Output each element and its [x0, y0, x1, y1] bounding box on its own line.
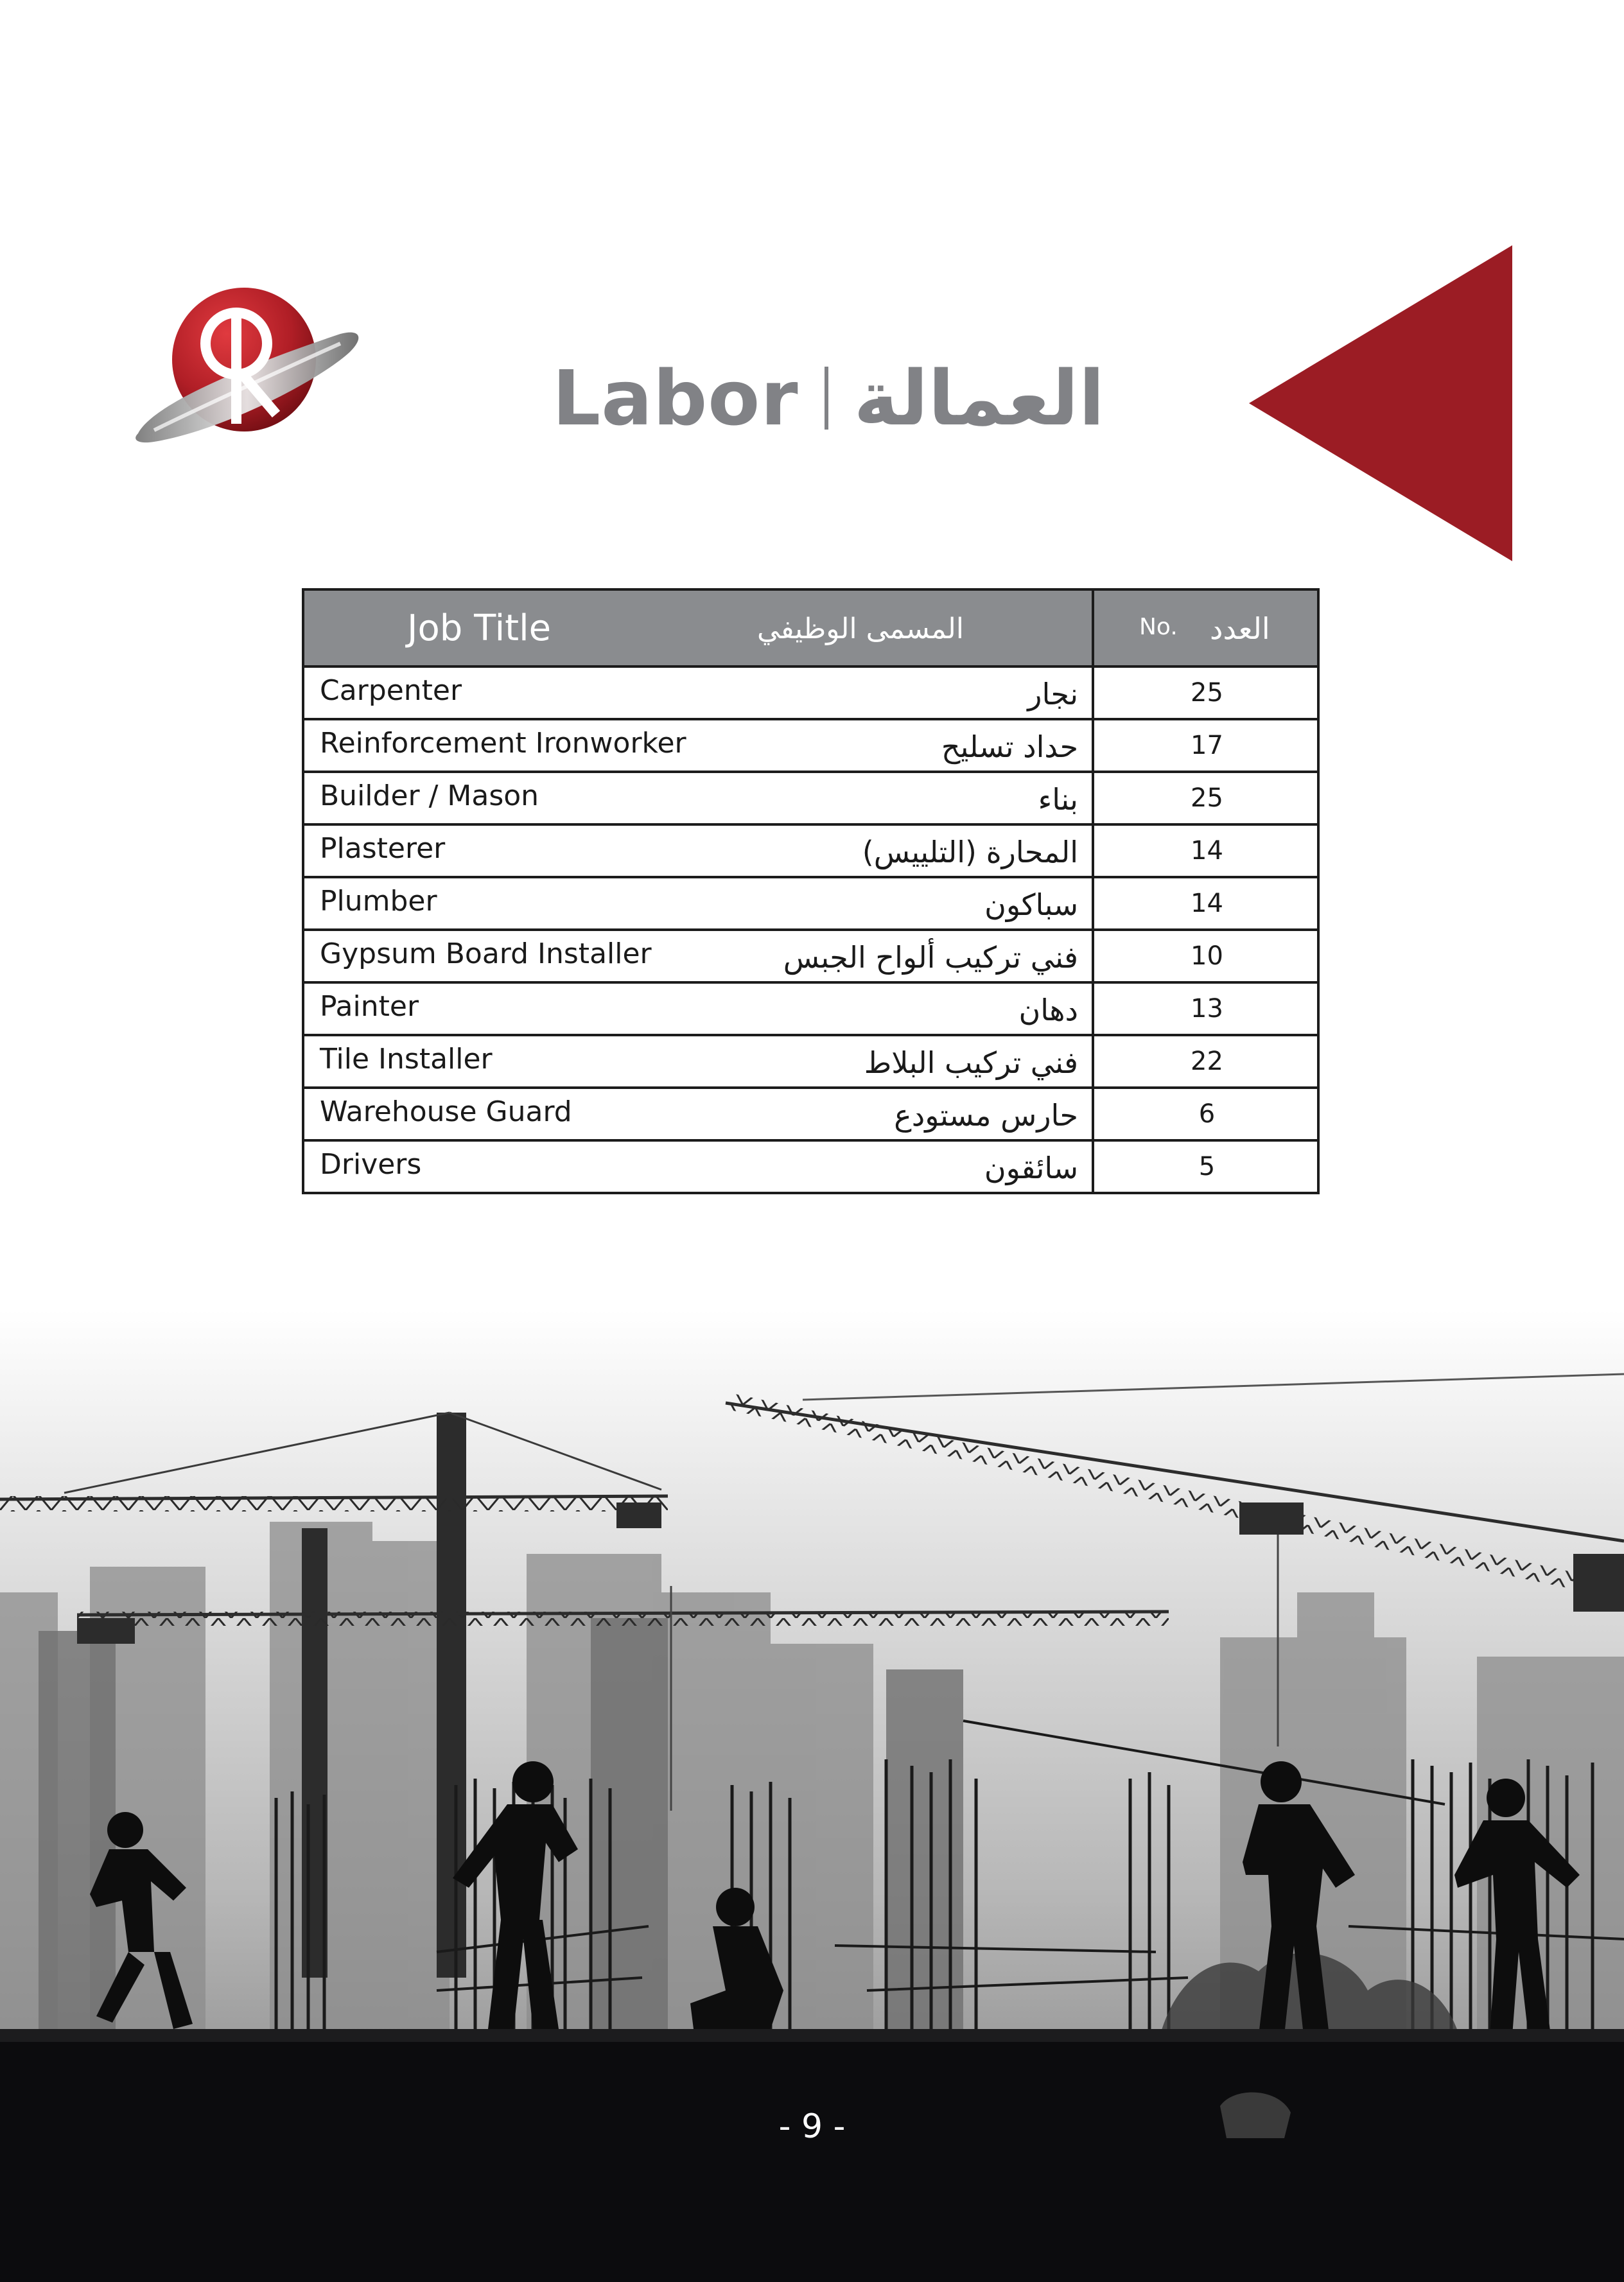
job-title-ar: فني تركيب ألواح الجبس [783, 940, 1078, 975]
job-title-ar: حداد تسليح [941, 729, 1078, 764]
job-count: 5 [1198, 1152, 1216, 1181]
job-title-ar: دهان [1018, 993, 1078, 1027]
job-count: 13 [1191, 994, 1223, 1023]
job-title-ar: حارس مستودع [894, 1098, 1078, 1133]
job-count: 14 [1191, 836, 1223, 866]
table-row [304, 773, 1317, 826]
table-row [304, 1142, 1317, 1194]
job-count: 17 [1191, 731, 1223, 760]
job-title-en: Warehouse Guard [320, 1095, 572, 1128]
header-number-en: No. [1139, 614, 1178, 640]
job-title-en: Drivers [320, 1148, 422, 1181]
job-title-ar: المحارة (التلييس) [862, 835, 1078, 869]
job-title-ar: بناء [1038, 782, 1078, 817]
job-title-en: Carpenter [320, 674, 462, 707]
job-title-en: Painter [320, 990, 419, 1023]
table-row [304, 878, 1317, 931]
job-title-ar: سباكون [984, 887, 1078, 922]
header-job-title-ar: المسمى الوظيفي [757, 613, 965, 645]
job-title-en: Gypsum Board Installer [320, 937, 652, 970]
table-row [304, 931, 1317, 984]
table-header [304, 591, 1317, 668]
job-title-en: Tile Installer [320, 1043, 493, 1076]
title-english: Labor [552, 354, 799, 442]
job-count: 10 [1191, 941, 1223, 971]
job-title-ar: فني تركيب البلاط [864, 1045, 1078, 1080]
labor-table [302, 588, 1320, 1194]
title-separator [825, 367, 828, 430]
header-number-ar: العدد [1210, 611, 1270, 646]
table-row [304, 1036, 1317, 1089]
page-title [552, 347, 1130, 449]
job-count: 25 [1191, 678, 1223, 708]
table-row [304, 668, 1317, 720]
job-title-en: Plasterer [320, 832, 446, 865]
job-title-en: Reinforcement Ironworker [320, 727, 686, 760]
title-arabic: العمالة [853, 354, 1105, 442]
job-count: 22 [1191, 1047, 1223, 1076]
red-triangle-decoration [1249, 245, 1512, 561]
job-count: 14 [1191, 889, 1223, 918]
company-logo [128, 276, 366, 456]
table-row [304, 826, 1317, 878]
job-title-en: Builder / Mason [320, 780, 539, 812]
job-title-ar: نجار [1027, 677, 1078, 711]
table-body [304, 668, 1317, 1194]
header-job-title-en: Job Title [407, 607, 552, 649]
job-count: 6 [1198, 1099, 1216, 1129]
job-title-en: Plumber [320, 885, 437, 918]
job-count: 25 [1191, 783, 1223, 813]
table-row [304, 720, 1317, 773]
job-title-ar: سائقون [984, 1151, 1078, 1185]
table-row [304, 984, 1317, 1036]
page-number: - 9 - [778, 2107, 846, 2146]
table-row [304, 1089, 1317, 1142]
